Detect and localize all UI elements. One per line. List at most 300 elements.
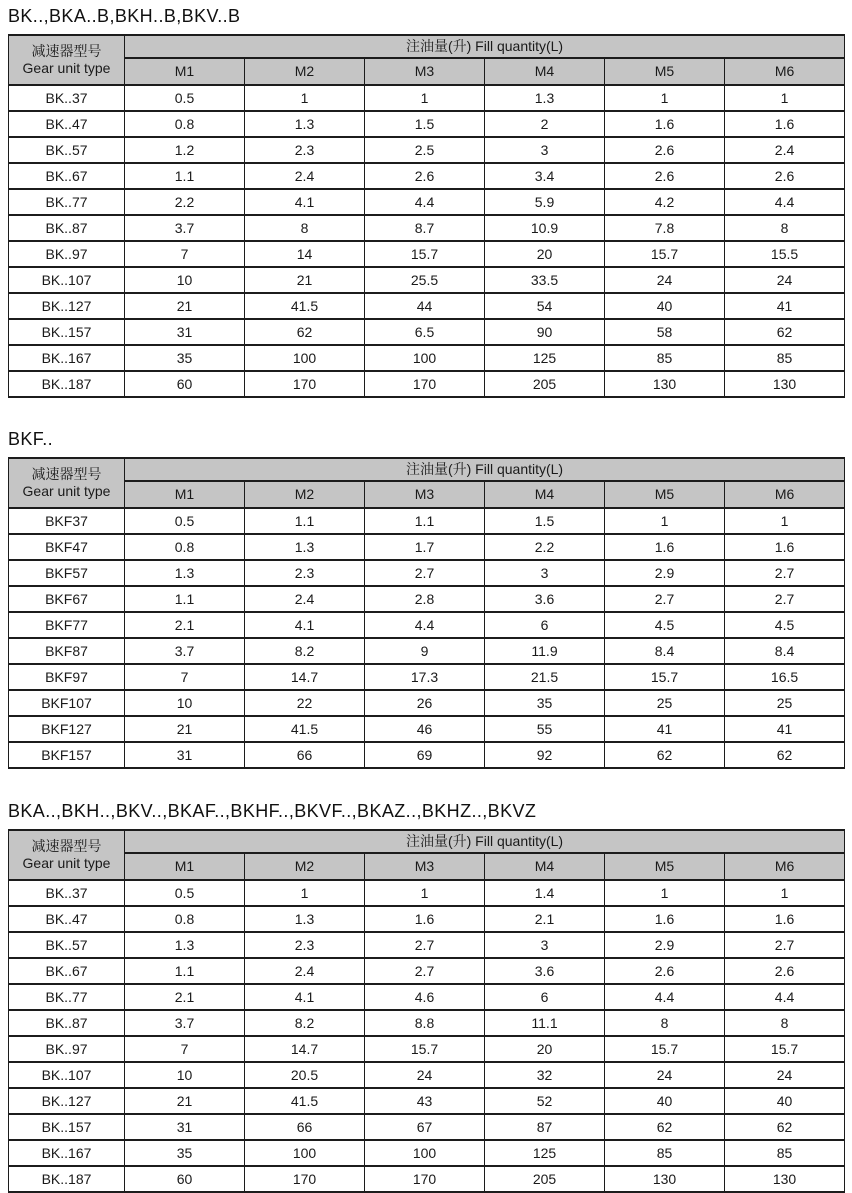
fill-value-cell: 66 [245, 742, 365, 768]
gear-unit-type-label-en: Gear unit type [22, 855, 111, 871]
table-rows [9, 85, 845, 397]
fill-value-cell: 6 [485, 984, 605, 1010]
table-row [9, 586, 845, 612]
fill-value-cell: 2.7 [365, 958, 485, 984]
column-header-m6: M6 [725, 853, 845, 880]
fill-value-cell: 2.3 [245, 137, 365, 163]
fill-value-cell: 8.2 [245, 638, 365, 664]
table-row [9, 371, 845, 397]
fill-value-cell: 1 [365, 880, 485, 906]
gear-model-cell: BK..167 [9, 1140, 125, 1166]
fill-value-cell: 4.5 [725, 612, 845, 638]
column-header-m3: M3 [365, 853, 485, 880]
fill-value-cell: 4.1 [245, 189, 365, 215]
fill-value-cell: 2.8 [365, 586, 485, 612]
fill-value-cell: 2.2 [125, 189, 245, 215]
fill-value-cell: 2.6 [605, 163, 725, 189]
table-row [9, 932, 845, 958]
fill-value-cell: 54 [485, 293, 605, 319]
fill-value-cell: 1.5 [485, 508, 605, 534]
fill-value-cell: 25.5 [365, 267, 485, 293]
fill-value-cell: 2.4 [725, 137, 845, 163]
fill-value-cell: 10.9 [485, 215, 605, 241]
fill-value-cell: 35 [125, 1140, 245, 1166]
gear-model-cell: BKF97 [9, 664, 125, 690]
gear-model-cell: BK..87 [9, 1010, 125, 1036]
column-header-m5: M5 [605, 853, 725, 880]
column-header-m1: M1 [125, 58, 245, 85]
fill-value-cell: 0.8 [125, 534, 245, 560]
fill-value-cell: 2.7 [365, 932, 485, 958]
fill-quantity-table [8, 34, 845, 398]
fill-value-cell: 25 [605, 690, 725, 716]
fill-value-cell: 62 [605, 1114, 725, 1140]
fill-value-cell: 2.9 [605, 560, 725, 586]
table-row [9, 1166, 845, 1192]
gear-model-cell: BK..77 [9, 189, 125, 215]
fill-value-cell: 10 [125, 267, 245, 293]
fill-value-cell: 4.4 [725, 984, 845, 1010]
table-row [9, 534, 845, 560]
gear-model-cell: BKF157 [9, 742, 125, 768]
gear-model-cell: BKF67 [9, 586, 125, 612]
column-header-m4: M4 [485, 481, 605, 508]
fill-value-cell: 0.5 [125, 880, 245, 906]
fill-value-cell: 3.6 [485, 586, 605, 612]
fill-value-cell: 3.7 [125, 638, 245, 664]
gear-model-cell: BK..107 [9, 1062, 125, 1088]
table-row [9, 612, 845, 638]
fill-value-cell: 15.7 [725, 1036, 845, 1062]
fill-value-cell: 170 [245, 371, 365, 397]
fill-quantity-table [8, 457, 845, 769]
fill-value-cell: 1.6 [605, 534, 725, 560]
fill-value-cell: 17.3 [365, 664, 485, 690]
gear-model-cell: BK..97 [9, 241, 125, 267]
fill-value-cell: 1.1 [125, 958, 245, 984]
gear-model-cell: BKF77 [9, 612, 125, 638]
table-row [9, 111, 845, 137]
fill-value-cell: 41 [725, 716, 845, 742]
fill-value-cell: 10 [125, 690, 245, 716]
fill-value-cell: 1.3 [125, 560, 245, 586]
fill-value-cell: 40 [725, 1088, 845, 1114]
fill-value-cell: 4.4 [605, 984, 725, 1010]
fill-value-cell: 1.6 [605, 111, 725, 137]
table-row [9, 560, 845, 586]
column-header-m5: M5 [605, 58, 725, 85]
fill-value-cell: 1.6 [725, 111, 845, 137]
fill-value-cell: 10 [125, 1062, 245, 1088]
fill-value-cell: 3 [485, 137, 605, 163]
gear-model-cell: BKF57 [9, 560, 125, 586]
table-row [9, 293, 845, 319]
fill-value-cell: 1.3 [485, 85, 605, 111]
fill-value-cell: 1.1 [245, 508, 365, 534]
fill-value-cell: 8.2 [245, 1010, 365, 1036]
fill-value-cell: 4.4 [725, 189, 845, 215]
fill-value-cell: 20 [485, 241, 605, 267]
fill-value-cell: 6.5 [365, 319, 485, 345]
fill-value-cell: 2.7 [725, 932, 845, 958]
fill-value-cell: 33.5 [485, 267, 605, 293]
table-row [9, 319, 845, 345]
gear-unit-type-label-cn: 减速器型号 [31, 43, 102, 60]
fill-value-cell: 4.4 [365, 189, 485, 215]
fill-value-cell: 8 [725, 1010, 845, 1036]
fill-value-cell: 1.3 [125, 932, 245, 958]
fill-value-cell: 21 [125, 1088, 245, 1114]
gear-model-cell: BK..157 [9, 319, 125, 345]
fill-value-cell: 1 [605, 85, 725, 111]
fill-value-cell: 31 [125, 319, 245, 345]
fill-value-cell: 3.4 [485, 163, 605, 189]
fill-value-cell: 24 [605, 1062, 725, 1088]
table-row [9, 1140, 845, 1166]
fill-value-cell: 15.7 [605, 664, 725, 690]
fill-value-cell: 1.5 [365, 111, 485, 137]
fill-value-cell: 4.1 [245, 984, 365, 1010]
fill-value-cell: 67 [365, 1114, 485, 1140]
table-row [9, 906, 845, 932]
fill-value-cell: 1.7 [365, 534, 485, 560]
column-header-m1: M1 [125, 853, 245, 880]
table-rows [9, 880, 845, 1192]
gear-model-cell: BKF47 [9, 534, 125, 560]
table-row [9, 716, 845, 742]
column-header-m1: M1 [125, 481, 245, 508]
fill-value-cell: 2.6 [605, 958, 725, 984]
fill-value-cell: 85 [605, 345, 725, 371]
fill-value-cell: 14.7 [245, 664, 365, 690]
fill-value-cell: 85 [605, 1140, 725, 1166]
fill-value-cell: 24 [725, 267, 845, 293]
fill-value-cell: 1 [365, 85, 485, 111]
fill-quantity-header: 注油量(升) Fill quantity(L) [125, 458, 845, 481]
fill-quantity-header: 注油量(升) Fill quantity(L) [125, 830, 845, 853]
fill-value-cell: 69 [365, 742, 485, 768]
gear-model-cell: BK..57 [9, 137, 125, 163]
fill-value-cell: 1 [245, 880, 365, 906]
fill-value-cell: 2.5 [365, 137, 485, 163]
fill-value-cell: 92 [485, 742, 605, 768]
table-section-bk-b [8, 6, 844, 398]
fill-quantity-table [8, 829, 845, 1193]
fill-value-cell: 9 [365, 638, 485, 664]
fill-value-cell: 32 [485, 1062, 605, 1088]
fill-value-cell: 130 [605, 1166, 725, 1192]
fill-value-cell: 7 [125, 1036, 245, 1062]
fill-value-cell: 2.4 [245, 586, 365, 612]
fill-value-cell: 100 [245, 345, 365, 371]
fill-value-cell: 2.6 [725, 163, 845, 189]
fill-value-cell: 1.6 [725, 906, 845, 932]
fill-value-cell: 1 [725, 85, 845, 111]
table-section-bka-variants [8, 801, 844, 1193]
gear-model-cell: BK..107 [9, 267, 125, 293]
fill-value-cell: 2.3 [245, 560, 365, 586]
fill-value-cell: 62 [725, 742, 845, 768]
column-header-m4: M4 [485, 853, 605, 880]
fill-value-cell: 130 [725, 371, 845, 397]
fill-value-cell: 205 [485, 371, 605, 397]
fill-value-cell: 0.8 [125, 111, 245, 137]
fill-value-cell: 21 [245, 267, 365, 293]
table-section-bkf [8, 429, 844, 769]
fill-value-cell: 21 [125, 716, 245, 742]
fill-value-cell: 6 [485, 612, 605, 638]
fill-value-cell: 24 [365, 1062, 485, 1088]
fill-value-cell: 100 [245, 1140, 365, 1166]
fill-value-cell: 58 [605, 319, 725, 345]
fill-value-cell: 22 [245, 690, 365, 716]
fill-value-cell: 7 [125, 241, 245, 267]
fill-value-cell: 0.8 [125, 906, 245, 932]
fill-value-cell: 8 [725, 215, 845, 241]
column-header-m2: M2 [245, 853, 365, 880]
fill-value-cell: 41 [725, 293, 845, 319]
fill-value-cell: 1.4 [485, 880, 605, 906]
gear-unit-type-label-en: Gear unit type [22, 483, 111, 499]
table-row [9, 508, 845, 534]
fill-value-cell: 15.7 [365, 241, 485, 267]
column-header-m3: M3 [365, 58, 485, 85]
fill-value-cell: 130 [605, 371, 725, 397]
fill-value-cell: 1.6 [725, 534, 845, 560]
fill-value-cell: 1 [725, 508, 845, 534]
fill-value-cell: 130 [725, 1166, 845, 1192]
fill-value-cell: 4.5 [605, 612, 725, 638]
fill-value-cell: 62 [605, 742, 725, 768]
fill-value-cell: 2.1 [485, 906, 605, 932]
fill-value-cell: 60 [125, 1166, 245, 1192]
gear-model-cell: BK..37 [9, 85, 125, 111]
column-header-m6: M6 [725, 58, 845, 85]
fill-value-cell: 0.5 [125, 508, 245, 534]
fill-value-cell: 41.5 [245, 293, 365, 319]
fill-value-cell: 24 [605, 267, 725, 293]
table-row [9, 137, 845, 163]
gear-model-cell: BK..67 [9, 163, 125, 189]
gear-model-cell: BK..47 [9, 111, 125, 137]
table-row [9, 215, 845, 241]
gear-model-cell: BK..77 [9, 984, 125, 1010]
gear-model-cell: BKF107 [9, 690, 125, 716]
table-row [9, 241, 845, 267]
table-title: BK..,BKA..B,BKH..B,BKV..B [8, 6, 241, 26]
table-rows [9, 508, 845, 768]
fill-value-cell: 205 [485, 1166, 605, 1192]
fill-value-cell: 15.7 [605, 241, 725, 267]
column-header-m2: M2 [245, 58, 365, 85]
fill-value-cell: 3 [485, 932, 605, 958]
fill-value-cell: 52 [485, 1088, 605, 1114]
fill-value-cell: 41 [605, 716, 725, 742]
fill-value-cell: 2 [485, 111, 605, 137]
gear-model-cell: BK..157 [9, 1114, 125, 1140]
fill-value-cell: 7.8 [605, 215, 725, 241]
gear-model-cell: BKF37 [9, 508, 125, 534]
fill-value-cell: 87 [485, 1114, 605, 1140]
table-title: BKA..,BKH..,BKV..,BKAF..,BKHF..,BKVF..,BKAZ..,BKHZ..,BKVZ [8, 801, 537, 821]
fill-value-cell: 2.7 [605, 586, 725, 612]
fill-value-cell: 41.5 [245, 716, 365, 742]
table-row [9, 880, 845, 906]
table-row [9, 345, 845, 371]
fill-value-cell: 170 [365, 1166, 485, 1192]
fill-value-cell: 85 [725, 1140, 845, 1166]
fill-value-cell: 100 [365, 1140, 485, 1166]
fill-value-cell: 100 [365, 345, 485, 371]
fill-value-cell: 2.1 [125, 612, 245, 638]
fill-value-cell: 62 [725, 319, 845, 345]
fill-value-cell: 20 [485, 1036, 605, 1062]
fill-value-cell: 1 [605, 508, 725, 534]
gear-model-cell: BK..97 [9, 1036, 125, 1062]
gear-model-cell: BK..187 [9, 371, 125, 397]
fill-value-cell: 5.9 [485, 189, 605, 215]
table-row [9, 163, 845, 189]
fill-value-cell: 2.4 [245, 163, 365, 189]
gear-model-cell: BK..187 [9, 1166, 125, 1192]
fill-value-cell: 2.6 [365, 163, 485, 189]
fill-value-cell: 24 [725, 1062, 845, 1088]
fill-value-cell: 2.2 [485, 534, 605, 560]
fill-value-cell: 26 [365, 690, 485, 716]
gear-model-cell: BK..57 [9, 932, 125, 958]
table-row [9, 1088, 845, 1114]
fill-value-cell: 1.3 [245, 111, 365, 137]
fill-value-cell: 1.3 [245, 534, 365, 560]
fill-value-cell: 8.7 [365, 215, 485, 241]
fill-value-cell: 90 [485, 319, 605, 345]
fill-value-cell: 21 [125, 293, 245, 319]
fill-value-cell: 1.2 [125, 137, 245, 163]
fill-value-cell: 8.4 [605, 638, 725, 664]
table-row [9, 984, 845, 1010]
column-header-m3: M3 [365, 481, 485, 508]
fill-value-cell: 2.7 [365, 560, 485, 586]
table-title: BKF.. [8, 429, 54, 449]
fill-value-cell: 66 [245, 1114, 365, 1140]
fill-value-cell: 1.6 [605, 906, 725, 932]
gear-model-cell: BK..127 [9, 293, 125, 319]
gear-model-cell: BK..37 [9, 880, 125, 906]
fill-quantity-header: 注油量(升) Fill quantity(L) [125, 35, 845, 58]
fill-value-cell: 3.6 [485, 958, 605, 984]
fill-value-cell: 125 [485, 345, 605, 371]
fill-value-cell: 43 [365, 1088, 485, 1114]
fill-value-cell: 8 [245, 215, 365, 241]
gear-model-cell: BK..127 [9, 1088, 125, 1114]
fill-value-cell: 25 [725, 690, 845, 716]
fill-value-cell: 2.4 [245, 958, 365, 984]
fill-value-cell: 44 [365, 293, 485, 319]
table-row [9, 664, 845, 690]
fill-value-cell: 20.5 [245, 1062, 365, 1088]
fill-value-cell: 2.6 [725, 958, 845, 984]
fill-value-cell: 125 [485, 1140, 605, 1166]
fill-value-cell: 31 [125, 1114, 245, 1140]
fill-value-cell: 2.6 [605, 137, 725, 163]
fill-value-cell: 7 [125, 664, 245, 690]
fill-value-cell: 35 [125, 345, 245, 371]
fill-value-cell: 2.9 [605, 932, 725, 958]
fill-value-cell: 62 [245, 319, 365, 345]
fill-value-cell: 1.3 [245, 906, 365, 932]
table-row [9, 189, 845, 215]
fill-value-cell: 0.5 [125, 85, 245, 111]
fill-value-cell: 3.7 [125, 215, 245, 241]
fill-value-cell: 4.4 [365, 612, 485, 638]
fill-value-cell: 85 [725, 345, 845, 371]
fill-value-cell: 8.8 [365, 1010, 485, 1036]
column-header-m4: M4 [485, 58, 605, 85]
fill-value-cell: 170 [365, 371, 485, 397]
fill-value-cell: 1.1 [365, 508, 485, 534]
fill-value-cell: 11.1 [485, 1010, 605, 1036]
fill-value-cell: 35 [485, 690, 605, 716]
gear-unit-type-label-cn: 减速器型号 [31, 838, 102, 855]
table-row [9, 742, 845, 768]
fill-value-cell: 1.1 [125, 586, 245, 612]
fill-value-cell: 15.7 [605, 1036, 725, 1062]
table-row [9, 85, 845, 111]
fill-value-cell: 14 [245, 241, 365, 267]
gear-unit-type-header [9, 458, 125, 508]
fill-value-cell: 41.5 [245, 1088, 365, 1114]
gear-unit-type-label-cn: 减速器型号 [31, 466, 102, 483]
fill-value-cell: 1.1 [125, 163, 245, 189]
gear-unit-type-header [9, 830, 125, 880]
fill-value-cell: 15.5 [725, 241, 845, 267]
table-row [9, 1010, 845, 1036]
fill-value-cell: 55 [485, 716, 605, 742]
column-header-m2: M2 [245, 481, 365, 508]
fill-value-cell: 1 [725, 880, 845, 906]
fill-value-cell: 2.7 [725, 560, 845, 586]
fill-value-cell: 2.7 [725, 586, 845, 612]
table-row [9, 690, 845, 716]
fill-value-cell: 14.7 [245, 1036, 365, 1062]
fill-value-cell: 62 [725, 1114, 845, 1140]
fill-value-cell: 3 [485, 560, 605, 586]
gear-model-cell: BK..167 [9, 345, 125, 371]
fill-value-cell: 170 [245, 1166, 365, 1192]
column-header-m6: M6 [725, 481, 845, 508]
fill-value-cell: 40 [605, 293, 725, 319]
gear-model-cell: BK..47 [9, 906, 125, 932]
table-row [9, 267, 845, 293]
table-row [9, 1036, 845, 1062]
fill-value-cell: 2.1 [125, 984, 245, 1010]
column-header-m5: M5 [605, 481, 725, 508]
fill-value-cell: 15.7 [365, 1036, 485, 1062]
fill-value-cell: 1 [605, 880, 725, 906]
fill-value-cell: 1.6 [365, 906, 485, 932]
fill-value-cell: 8 [605, 1010, 725, 1036]
fill-value-cell: 31 [125, 742, 245, 768]
fill-value-cell: 8.4 [725, 638, 845, 664]
gear-model-cell: BK..67 [9, 958, 125, 984]
fill-value-cell: 40 [605, 1088, 725, 1114]
fill-value-cell: 60 [125, 371, 245, 397]
gear-unit-type-header [9, 35, 125, 85]
fill-value-cell: 2.3 [245, 932, 365, 958]
gear-unit-type-label-en: Gear unit type [22, 60, 111, 76]
fill-value-cell: 16.5 [725, 664, 845, 690]
gear-model-cell: BK..87 [9, 215, 125, 241]
